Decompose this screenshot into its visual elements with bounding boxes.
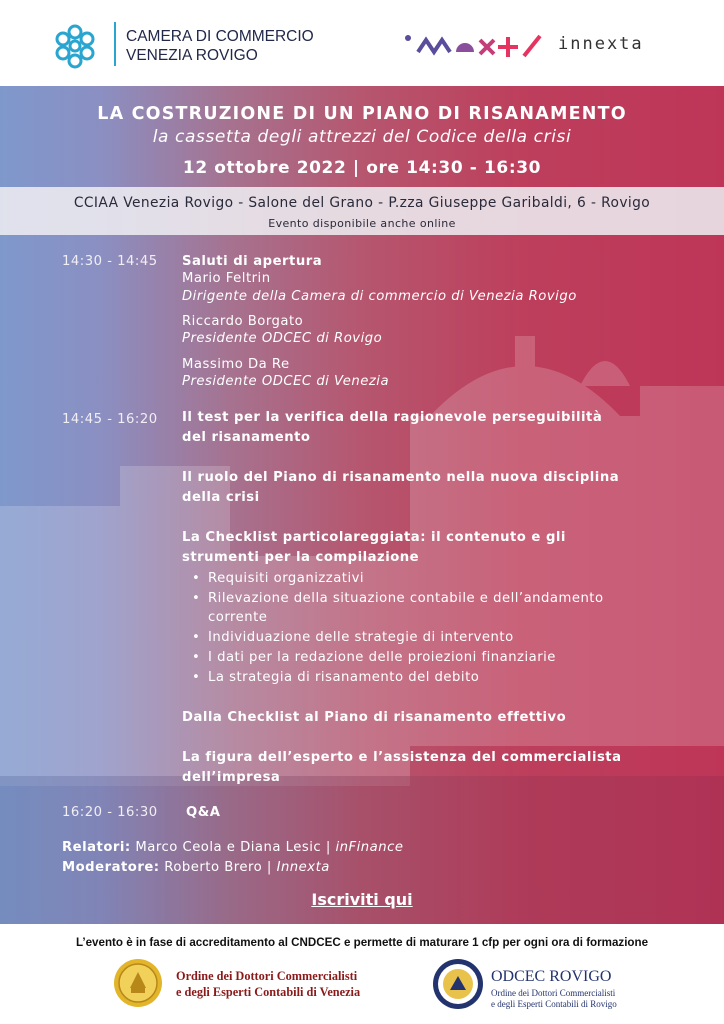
event-date-time: 12 ottobre 2022 | ore 14:30 - 16:30 bbox=[182, 158, 542, 178]
odcec-rovigo-title: ODCEC ROVIGO bbox=[491, 968, 612, 985]
session-time: 16:20 - 16:30 bbox=[62, 805, 158, 820]
event-subtitle: la cassetta degli attrezzi del Codice della crisi bbox=[152, 127, 572, 147]
topic-title: dell’impresa bbox=[182, 770, 281, 785]
innexta-wordmark: innexta bbox=[558, 34, 644, 54]
ccia-name-line2: VENEZIA ROVIGO bbox=[126, 47, 258, 64]
venue-band bbox=[0, 187, 724, 235]
ccia-name-line1: CAMERA DI COMMERCIO bbox=[126, 28, 314, 45]
speakers-line bbox=[62, 840, 403, 855]
topic-title: Il test per la verifica della ragionevole perseguibilità bbox=[182, 410, 603, 425]
topic-title: Dalla Checklist al Piano di risanamento effettivo bbox=[182, 710, 567, 725]
session-time: 14:30 - 14:45 bbox=[62, 254, 158, 269]
odcec-rovigo-seal-icon bbox=[432, 958, 484, 1010]
event-venue: CCIAA Venezia Rovigo - Salone del Grano - P.zza Giuseppe Garibaldi, 6 - Rovigo bbox=[73, 195, 651, 211]
list-item: • Individuazione delle strategie di intervento bbox=[208, 630, 514, 645]
session-time: 14:45 - 16:20 bbox=[62, 412, 158, 427]
list-item: • La strategia di risanamento del debito bbox=[208, 670, 479, 685]
header-divider bbox=[114, 22, 116, 66]
list-item: • Rilevazione della situazione contabile e dell’andamento bbox=[208, 591, 604, 606]
list-item: • Requisiti organizzativi bbox=[208, 571, 364, 586]
topic-title: La Checklist particolareggiata: il contenuto e gli bbox=[182, 530, 566, 545]
event-poster bbox=[0, 86, 724, 924]
session-title: Saluti di apertura bbox=[182, 254, 323, 269]
list-item-continuation: corrente bbox=[208, 610, 268, 625]
topic-title: La figura dell’esperto e l’assistenza del commercialista bbox=[182, 750, 622, 765]
odcec-rovigo-subtitle bbox=[491, 988, 617, 1010]
relatori-org: inFinance bbox=[335, 840, 404, 855]
speaker-name: Riccardo Borgato bbox=[182, 314, 304, 329]
relatori-label: Relatori: bbox=[62, 840, 131, 855]
page-header bbox=[0, 0, 724, 86]
speaker-role: Dirigente della Camera di commercio di Venezia Rovigo bbox=[182, 289, 577, 304]
online-note: Evento disponibile anche online bbox=[268, 217, 456, 230]
accreditation-note: L’evento è in fase di accreditamento al CNDCEC e permette di maturare 1 cfp per ogni ora di formazione bbox=[75, 936, 649, 949]
relatori-names: Marco Ceola e Diana Lesic | bbox=[130, 840, 336, 855]
page-footer bbox=[0, 924, 724, 1024]
moderatore-name: Roberto Brero | bbox=[159, 860, 277, 875]
topic-title: del risanamento bbox=[182, 430, 311, 445]
event-title: LA COSTRUZIONE DI UN PIANO DI RISANAMENTO bbox=[97, 104, 627, 124]
speaker-name: Mario Feltrin bbox=[182, 271, 271, 286]
speaker-name: Massimo Da Re bbox=[182, 357, 290, 372]
list-item: • I dati per la redazione delle proiezioni finanziarie bbox=[208, 650, 556, 665]
register-link[interactable]: Iscriviti qui bbox=[311, 890, 413, 909]
moderator-line bbox=[62, 860, 330, 875]
odcec-venezia-line2: e degli Esperti Contabili di Venezia bbox=[176, 985, 361, 999]
speaker-role: Presidente ODCEC di Rovigo bbox=[182, 331, 383, 346]
odcec-venezia-line1: Ordine dei Dottori Commercialisti bbox=[176, 969, 358, 983]
topic-title: strumenti per la compilazione bbox=[182, 550, 420, 565]
odcec-venezia-seal-icon bbox=[113, 958, 163, 1008]
odcec-rovigo-line2: e degli Esperti Contabili di Rovigo bbox=[491, 999, 617, 1009]
odcec-rovigo-line1: Ordine dei Dottori Commercialisti bbox=[491, 988, 616, 998]
camera-commercio-name bbox=[126, 27, 314, 65]
speaker-role: Presidente ODCEC di Venezia bbox=[182, 374, 390, 389]
moderatore-label: Moderatore: bbox=[62, 860, 160, 875]
moderatore-org: Innexta bbox=[276, 860, 330, 875]
session-title: Q&A bbox=[186, 805, 221, 820]
topic-title: della crisi bbox=[182, 490, 260, 505]
odcec-venezia-name bbox=[176, 968, 360, 1000]
topic-title: Il ruolo del Piano di risanamento nella nuova disciplina bbox=[182, 470, 620, 485]
camera-commercio-logo-icon bbox=[50, 22, 100, 72]
innexta-logo-icon bbox=[404, 30, 544, 60]
